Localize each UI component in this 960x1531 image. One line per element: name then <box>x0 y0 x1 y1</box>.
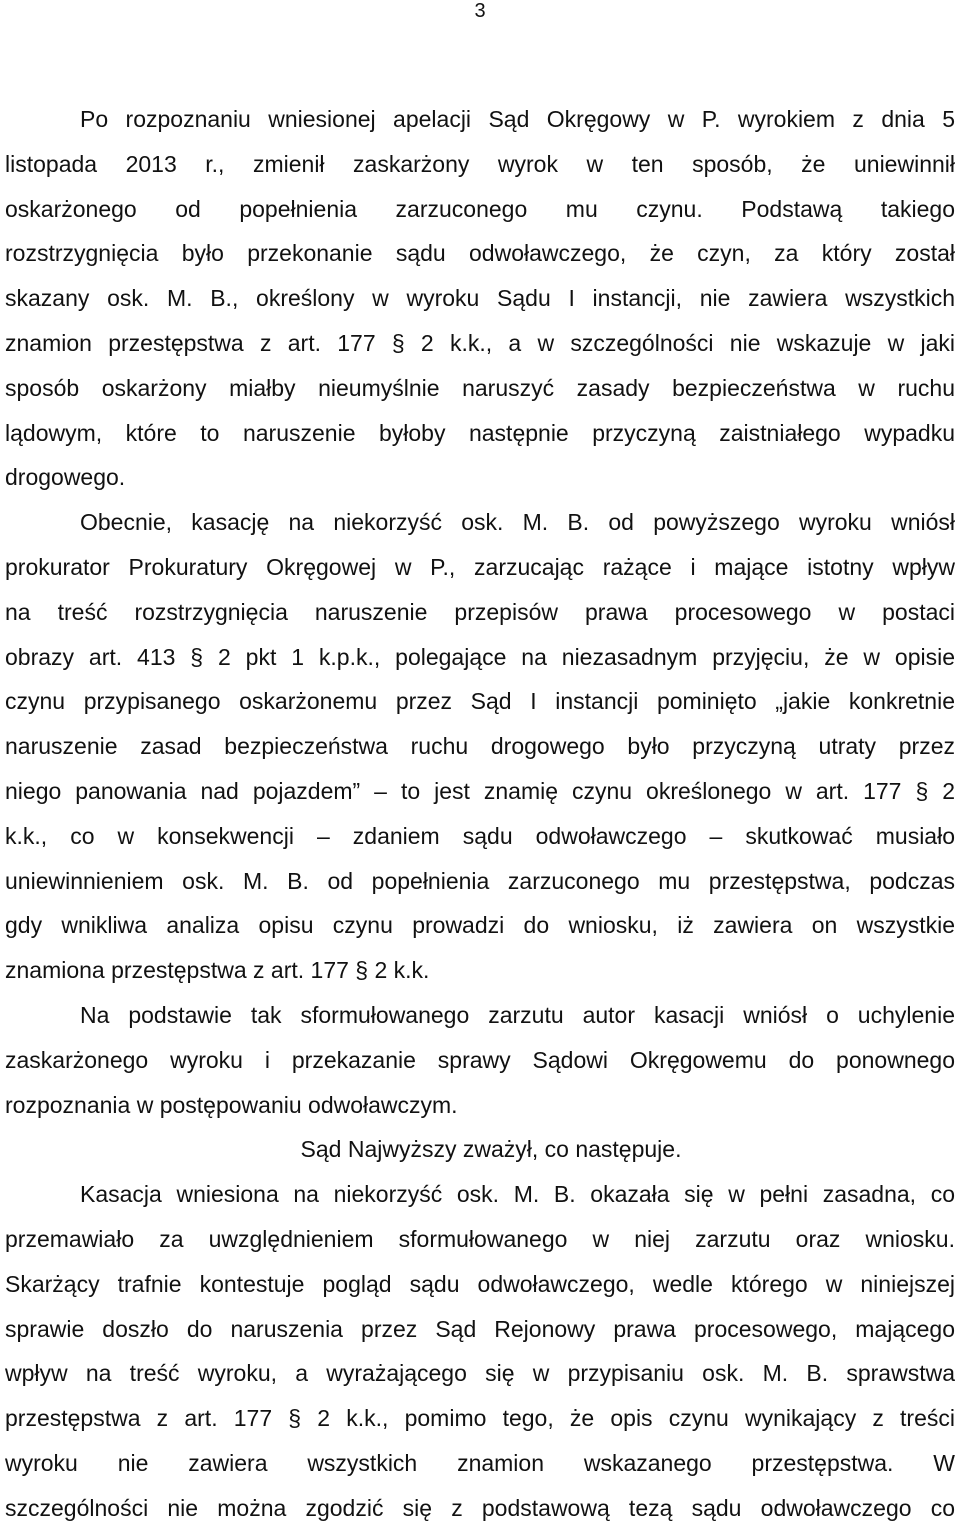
text-line: przestępstwa z art. 177 § 2 k.k., pomimo tego, że opis czynu wynikający z treści <box>5 1405 955 1432</box>
text-line: czynu przypisanego oskarżonemu przez Sąd I instancji pominięto „jakie konkretnie <box>5 688 955 715</box>
text-line: sposób oskarżony miałby nieumyślnie naruszyć zasady bezpieczeństwa w ruchu <box>5 374 955 401</box>
text-line: prokurator Prokuratury Okręgowej w P., zarzucając rażące i mające istotny wpływ <box>5 553 955 580</box>
text-line: niego panowania nad pojazdem” – to jest znamię czynu określonego w art. 177 § 2 <box>5 777 955 804</box>
text-line: Kasacja wniesiona na niekorzyść osk. M. B. okazała się w pełni zasadna, co <box>80 1181 955 1208</box>
text-line: lądowym, które to naruszenie byłoby następnie przyczyną zaistniałego wypadku <box>5 419 955 446</box>
document-body <box>5 97 955 1531</box>
text-line: sprawie doszło do naruszenia przez Sąd Rejonowy prawa procesowego, mającego <box>5 1315 955 1342</box>
text-line: Skarżący trafnie kontestuje pogląd sądu odwoławczego, wedle którego w niniejszej <box>5 1270 955 1297</box>
text-line: oskarżonego od popełnienia zarzuconego mu czynu. Podstawą takiego <box>5 195 955 222</box>
text-line: uniewinnieniem osk. M. B. od popełnienia zarzuconego mu przestępstwa, podczas <box>5 867 955 894</box>
text-line: na treść rozstrzygnięcia naruszenie przepisów prawa procesowego w postaci <box>5 598 955 625</box>
text-line: gdy wnikliwa analiza opisu czynu prowadzi do wniosku, iż zawiera on wszystkie <box>5 912 955 939</box>
text-line: naruszenie zasad bezpieczeństwa ruchu drogowego było przyczyną utraty przez <box>5 733 955 760</box>
text-line: skazany osk. M. B., określony w wyroku Sądu I instancji, nie zawiera wszystkich <box>5 285 955 312</box>
text-line: obrazy art. 413 § 2 pkt 1 k.p.k., polegające na niezasadnym przyjęciu, że w opisie <box>5 643 955 670</box>
text-line: zaskarżonego wyroku i przekazanie sprawy Sądowi Okręgowemu do ponownego <box>5 1046 955 1073</box>
text-line: Sąd Najwyższy zważył, co następuje. <box>300 1136 682 1163</box>
text-line: Na podstawie tak sformułowanego zarzutu autor kasacji wniósł o uchylenie <box>80 1001 955 1028</box>
text-line: wpływ na treść wyroku, a wyrażającego się w przypisaniu osk. M. B. sprawstwa <box>5 1360 955 1387</box>
page-number: 3 <box>474 0 486 22</box>
text-line: znamiona przestępstwa z art. 177 § 2 k.k. <box>5 957 430 984</box>
text-line: Po rozpoznaniu wniesionej apelacji Sąd Okręgowy w P. wyrokiem z dnia 5 <box>80 106 955 132</box>
text-line: wyroku nie zawiera wszystkich znamion wskazanego przestępstwa. W <box>5 1449 955 1476</box>
text-line: szczególności nie można zgodzić się z podstawową tezą sądu odwoławczego co <box>5 1494 955 1521</box>
text-line: listopada 2013 r., zmienił zaskarżony wyrok w ten sposób, że uniewinnił <box>5 150 955 177</box>
text-line: rozstrzygnięcia było przekonanie sądu odwoławczego, że czyn, za który został <box>5 240 955 267</box>
text-line: k.k., co w konsekwencji – zdaniem sądu odwoławczego – skutkować musiało <box>5 822 955 849</box>
text-line: Obecnie, kasację na niekorzyść osk. M. B. od powyższego wyroku wniósł <box>80 509 955 536</box>
text-line: rozpoznania w postępowaniu odwoławczym. <box>5 1091 458 1118</box>
text-line: znamion przestępstwa z art. 177 § 2 k.k., a w szczególności nie wskazuje w jaki <box>5 329 955 356</box>
text-line: przemawiało za uwzględnieniem sformułowanego w niej zarzutu oraz wniosku. <box>5 1225 955 1252</box>
text-line: drogowego. <box>5 464 126 491</box>
